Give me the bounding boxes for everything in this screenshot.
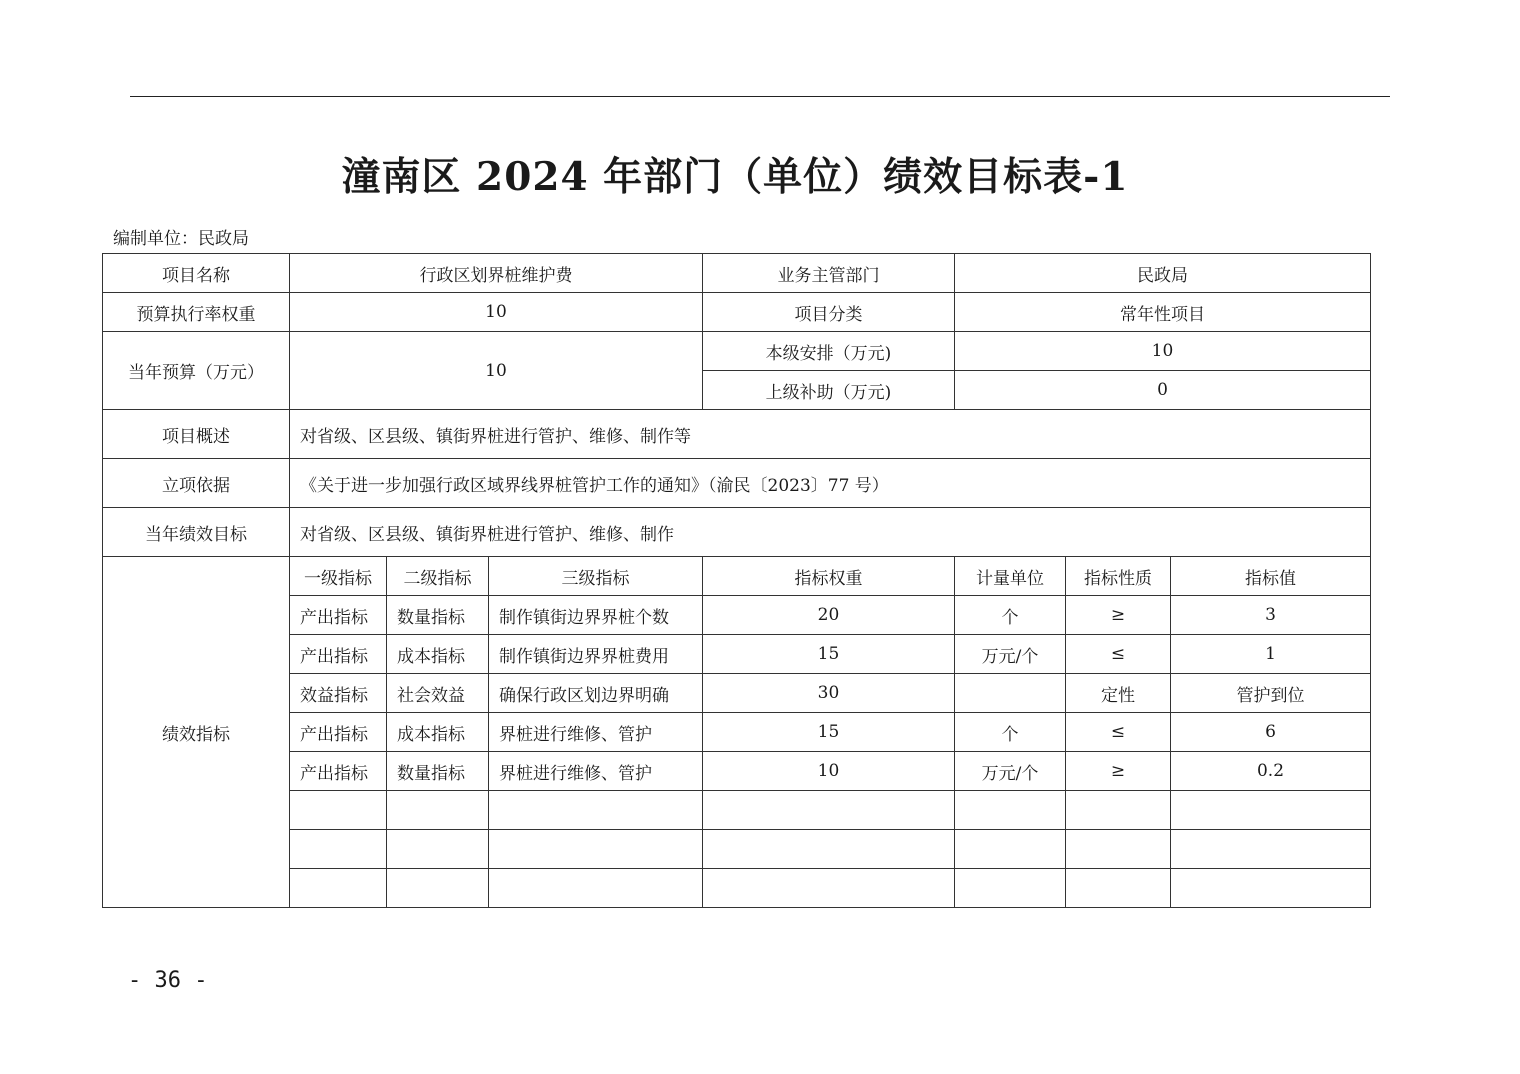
- indicator-cell: [703, 830, 955, 869]
- indicators-section-label: 绩效指标: [103, 557, 290, 908]
- compiling-unit: 编制单位：民政局: [113, 229, 249, 249]
- indicator-cell: [290, 869, 387, 908]
- indicator-cell: 数量指标: [387, 596, 489, 635]
- indicator-cell: [1171, 830, 1371, 869]
- indicator-cell: [1171, 791, 1371, 830]
- indicator-header-cell: 一级指标: [290, 557, 387, 596]
- basis-value: 《关于进一步加强行政区域界线界桩管护工作的通知》（渝民〔2023〕77 号）: [290, 459, 1371, 508]
- performance-target-table: [102, 253, 1371, 908]
- indicator-cell: 产出指标: [290, 635, 387, 674]
- row-budget-local: [103, 332, 1371, 371]
- indicator-cell: 个: [955, 596, 1066, 635]
- dept-label: 业务主管部门: [703, 254, 955, 293]
- indicator-cell: 数量指标: [387, 752, 489, 791]
- local-label: 本级安排（万元): [703, 332, 955, 371]
- category-label: 项目分类: [703, 293, 955, 332]
- indicator-cell: ≤: [1066, 635, 1171, 674]
- indicator-cell: 成本指标: [387, 635, 489, 674]
- indicator-cell: [1171, 869, 1371, 908]
- indicator-cell: 产出指标: [290, 713, 387, 752]
- indicator-cell: 万元/个: [955, 635, 1066, 674]
- page-number: - 36 -: [128, 968, 208, 993]
- indicator-row: [103, 713, 1371, 752]
- indicator-cell: [387, 869, 489, 908]
- indicator-row: [103, 674, 1371, 713]
- row-overview: [103, 410, 1371, 459]
- indicator-cell: ≥: [1066, 596, 1171, 635]
- indicator-cell: 界桩进行维修、管护: [489, 752, 703, 791]
- category-value: 常年性项目: [955, 293, 1371, 332]
- row-exec-weight: [103, 293, 1371, 332]
- header-rule: [130, 96, 1390, 97]
- indicator-cell: 6: [1171, 713, 1371, 752]
- indicator-cell: 个: [955, 713, 1066, 752]
- indicator-cell: 3: [1171, 596, 1371, 635]
- indicator-cell: 产出指标: [290, 596, 387, 635]
- overview-value: 对省级、区县级、镇街界桩进行管护、维修、制作等: [290, 410, 1371, 459]
- project-name-label: 项目名称: [103, 254, 290, 293]
- indicator-header-row: [103, 557, 1371, 596]
- upper-value: 0: [955, 371, 1371, 410]
- indicator-cell: 管护到位: [1171, 674, 1371, 713]
- indicator-cell: [290, 791, 387, 830]
- budget-value: 10: [290, 332, 703, 410]
- row-basis: [103, 459, 1371, 508]
- indicator-cell: 制作镇街边界界桩个数: [489, 596, 703, 635]
- indicator-header-cell: 指标值: [1171, 557, 1371, 596]
- indicator-cell: [387, 830, 489, 869]
- indicator-row: [103, 635, 1371, 674]
- exec-weight-value: 10: [290, 293, 703, 332]
- row-project-name: [103, 254, 1371, 293]
- indicator-cell: [703, 869, 955, 908]
- indicator-cell: 制作镇街边界界桩费用: [489, 635, 703, 674]
- indicator-row: [103, 791, 1371, 830]
- indicator-cell: 万元/个: [955, 752, 1066, 791]
- indicator-cell: 30: [703, 674, 955, 713]
- local-value: 10: [955, 332, 1371, 371]
- indicator-header-cell: 指标权重: [703, 557, 955, 596]
- indicator-row: [103, 752, 1371, 791]
- exec-weight-label: 预算执行率权重: [103, 293, 290, 332]
- indicator-cell: [290, 830, 387, 869]
- indicator-cell: [955, 830, 1066, 869]
- indicator-cell: ≥: [1066, 752, 1171, 791]
- budget-label: 当年预算（万元）: [103, 332, 290, 410]
- indicator-cell: 产出指标: [290, 752, 387, 791]
- project-name-value: 行政区划界桩维护费: [290, 254, 703, 293]
- indicator-cell: 确保行政区划边界明确: [489, 674, 703, 713]
- indicator-cell: [955, 674, 1066, 713]
- indicator-cell: 0.2: [1171, 752, 1371, 791]
- dept-value: 民政局: [955, 254, 1371, 293]
- indicator-cell: [1066, 869, 1171, 908]
- indicator-row: [103, 596, 1371, 635]
- indicator-cell: ≤: [1066, 713, 1171, 752]
- indicator-cell: 界桩进行维修、管护: [489, 713, 703, 752]
- upper-label: 上级补助（万元): [703, 371, 955, 410]
- goal-label: 当年绩效目标: [103, 508, 290, 557]
- indicator-header-cell: 计量单位: [955, 557, 1066, 596]
- indicator-header-cell: 二级指标: [387, 557, 489, 596]
- indicator-cell: 效益指标: [290, 674, 387, 713]
- indicator-cell: [387, 791, 489, 830]
- indicator-row: [103, 830, 1371, 869]
- overview-label: 项目概述: [103, 410, 290, 459]
- indicator-cell: 成本指标: [387, 713, 489, 752]
- indicator-row: [103, 869, 1371, 908]
- indicator-cell: [955, 791, 1066, 830]
- indicator-cell: 1: [1171, 635, 1371, 674]
- indicator-cell: [489, 869, 703, 908]
- row-goal: [103, 508, 1371, 557]
- goal-value: 对省级、区县级、镇街界桩进行管护、维修、制作: [290, 508, 1371, 557]
- indicator-cell: 10: [703, 752, 955, 791]
- indicator-header-cell: 指标性质: [1066, 557, 1171, 596]
- indicator-header-cell: 三级指标: [489, 557, 703, 596]
- basis-label: 立项依据: [103, 459, 290, 508]
- indicator-cell: 15: [703, 713, 955, 752]
- indicator-cell: [1066, 830, 1171, 869]
- indicator-cell: 定性: [1066, 674, 1171, 713]
- indicator-cell: 20: [703, 596, 955, 635]
- indicator-cell: 15: [703, 635, 955, 674]
- page-title: 潼南区 2024 年部门（单位）绩效目标表-1: [341, 154, 1129, 200]
- indicator-cell: [955, 869, 1066, 908]
- indicator-cell: [489, 830, 703, 869]
- indicator-cell: [1066, 791, 1171, 830]
- indicator-cell: [703, 791, 955, 830]
- indicator-cell: 社会效益: [387, 674, 489, 713]
- indicator-cell: [489, 791, 703, 830]
